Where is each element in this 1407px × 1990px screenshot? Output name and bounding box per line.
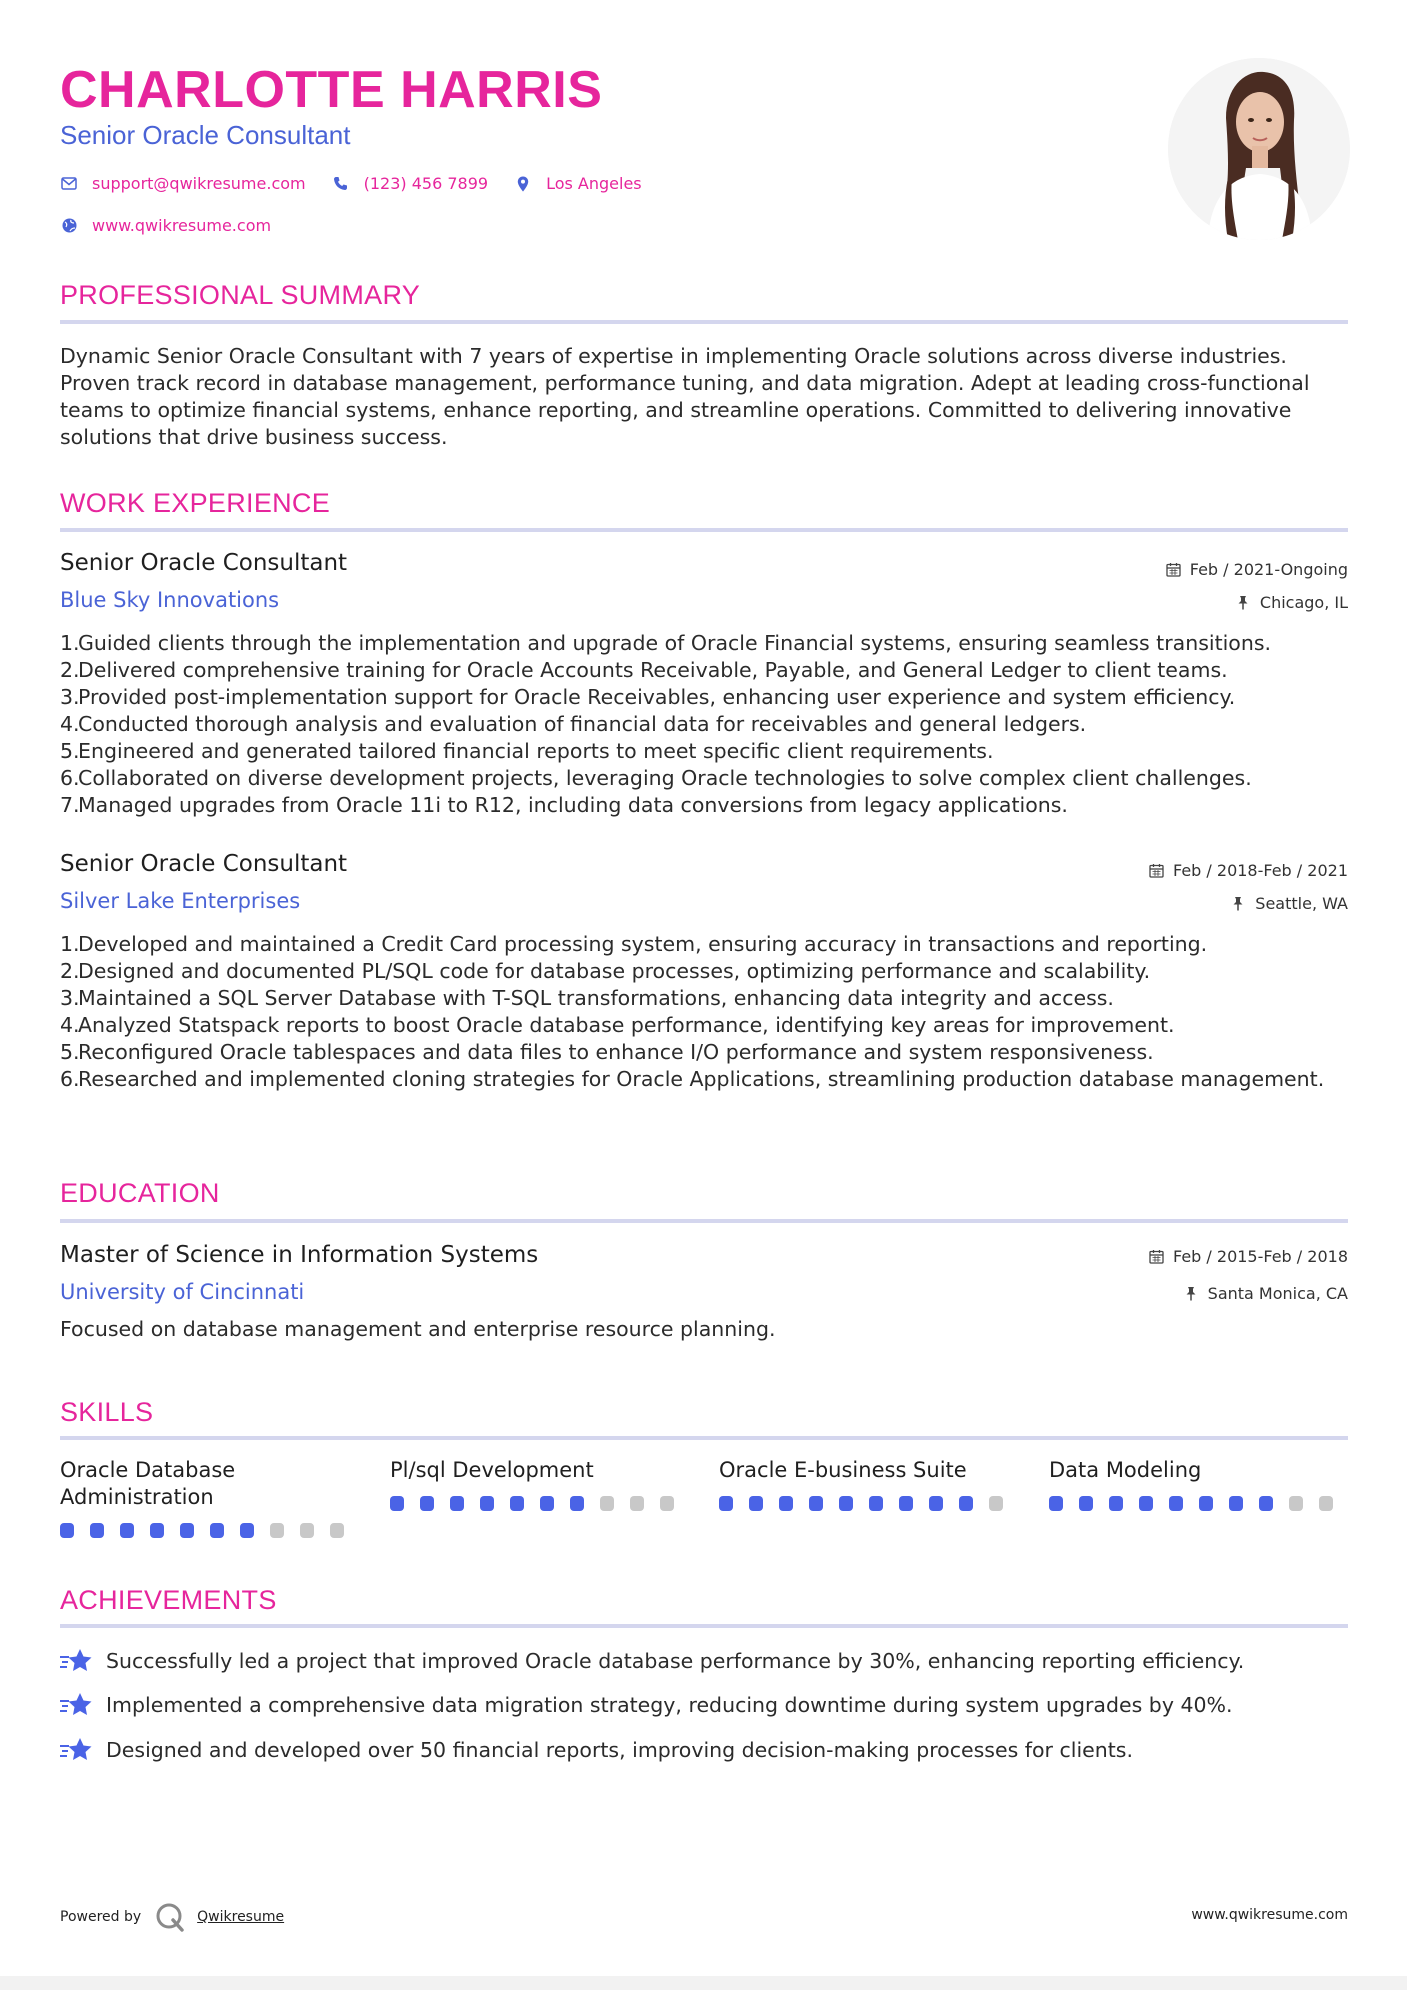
skill-dot-filled: [779, 1496, 793, 1511]
profile-photo: [1168, 58, 1350, 240]
education-dates-text: Feb / 2015-Feb / 2018: [1173, 1247, 1348, 1266]
skills-heading: SKILLS: [60, 1397, 154, 1427]
star-icon: [60, 1691, 93, 1719]
skill-dot-empty: [630, 1496, 644, 1511]
skill-dot-filled: [719, 1496, 733, 1511]
job-bullets: [60, 630, 1350, 819]
summary-text: Dynamic Senior Oracle Consultant with 7 years of expertise in implementing Oracle solutions across diverse industries. Proven track record in database management, performance tuning, and data migration. Adept at leading cross-functional teams to optimize financial systems, enhance reporting, and streamline operations. Committed to delivering innovative solutions that drive business success.: [60, 344, 1310, 449]
job-dates: [1149, 861, 1348, 880]
achievements-heading: ACHIEVEMENTS: [60, 1585, 277, 1615]
candidate-name: CHARLOTTE HARRIS: [60, 61, 603, 119]
website-contact[interactable]: [60, 216, 271, 235]
list-item: 3. Provided post-implementation support for Oracle Receivables, enhancing user experience and system efficiency.: [60, 685, 1236, 709]
email-contact[interactable]: [60, 174, 306, 193]
footer-url[interactable]: www.qwikresume.com: [1191, 1907, 1348, 1923]
skill-dot-filled: [1109, 1496, 1123, 1511]
list-item: 2. Delivered comprehensive training for Oracle Accounts Receivable, Payable, and General Ledger to client teams.: [60, 658, 1228, 682]
skill-rating: [1049, 1496, 1349, 1511]
skill-dot-filled: [540, 1496, 554, 1511]
skill-dot-filled: [1229, 1496, 1243, 1511]
job-dates: [1166, 560, 1348, 579]
job-dates-text: Feb / 2018-Feb / 2021: [1173, 861, 1348, 880]
skill-dot-filled: [959, 1496, 973, 1511]
education-location: [1184, 1284, 1348, 1303]
education-dates: [1149, 1247, 1348, 1266]
job-location-text: Seattle, WA: [1255, 894, 1348, 913]
achievement-text: Designed and developed over 50 financial reports, improving decision-making processes for clients.: [106, 1738, 1133, 1762]
map-pin-icon: [514, 175, 532, 193]
skill-name: Oracle E-business Suite: [719, 1458, 967, 1482]
qwikresume-logo-icon: [155, 1902, 185, 1932]
calendar-icon: [1149, 1249, 1165, 1265]
calendar-icon: [1166, 562, 1182, 578]
job-location-text: Chicago, IL: [1259, 593, 1348, 612]
powered-by-text: Powered by: [60, 1909, 142, 1925]
achievement-item: [60, 1691, 1233, 1719]
education-location-text: Santa Monica, CA: [1207, 1284, 1348, 1303]
skill-dot-filled: [1259, 1496, 1273, 1511]
job-title: Senior Oracle Consultant: [60, 550, 348, 576]
education-heading: EDUCATION: [60, 1178, 220, 1208]
summary-heading: PROFESSIONAL SUMMARY: [60, 280, 421, 310]
skill-rating: [60, 1523, 360, 1538]
list-item: 5. Reconfigured Oracle tablespaces and data files to enhance I/O performance and system responsiveness.: [60, 1040, 1154, 1064]
skill-dot-empty: [1319, 1496, 1333, 1511]
skill-rating: [719, 1496, 1019, 1511]
skill-dot-filled: [60, 1523, 74, 1538]
star-icon: [60, 1647, 93, 1675]
skill-dot-filled: [240, 1523, 254, 1538]
list-item: 4. Analyzed Statspack reports to boost Oracle database performance, identifying key areas for improvement.: [60, 1013, 1175, 1037]
skill-dot-empty: [1289, 1496, 1303, 1511]
company-name: Blue Sky Innovations: [60, 588, 280, 612]
skill-item: [60, 1457, 360, 1538]
skill-dot-filled: [570, 1496, 584, 1511]
pin-icon: [1184, 1286, 1200, 1302]
phone-text[interactable]: (123) 456 7899: [363, 174, 489, 193]
skill-dot-empty: [330, 1523, 344, 1538]
skill-dot-filled: [150, 1523, 164, 1538]
skill-dot-filled: [120, 1523, 134, 1538]
skill-dot-filled: [899, 1496, 913, 1511]
location-text: Los Angeles: [546, 174, 642, 193]
job-title: Senior Oracle Consultant: [60, 851, 348, 877]
list-item: 1. Developed and maintained a Credit Card processing system, ensuring accuracy in transactions and reporting.: [60, 932, 1208, 956]
section-divider: [60, 528, 1348, 532]
website-row: [60, 216, 297, 235]
skill-item: [719, 1457, 1019, 1511]
skill-dot-filled: [749, 1496, 763, 1511]
list-item: 6. Collaborated on diverse development projects, leveraging Oracle technologies to solve complex client challenges.: [60, 766, 1252, 790]
skill-dot-empty: [600, 1496, 614, 1511]
list-item: 1. Guided clients through the implementation and upgrade of Oracle Financial systems, ensuring seamless transitions.: [60, 631, 1272, 655]
skill-dot-filled: [1079, 1496, 1093, 1511]
achievement-text: Implemented a comprehensive data migration strategy, reducing downtime during system upgrades by 40%.: [106, 1693, 1233, 1717]
star-icon: [60, 1736, 93, 1764]
list-item: 7. Managed upgrades from Oracle 11i to R12, including data conversions from legacy applications.: [60, 793, 1068, 817]
job-location: [1236, 593, 1348, 612]
skill-dot-filled: [929, 1496, 943, 1511]
skill-dot-filled: [839, 1496, 853, 1511]
calendar-icon: [1149, 863, 1165, 879]
skill-dot-filled: [1139, 1496, 1153, 1511]
list-item: 2. Designed and documented PL/SQL code for database processes, optimizing performance and scalability.: [60, 959, 1151, 983]
skill-dot-filled: [210, 1523, 224, 1538]
skill-dot-empty: [300, 1523, 314, 1538]
phone-contact[interactable]: [332, 174, 488, 193]
experience-heading: WORK EXPERIENCE: [60, 488, 331, 518]
pin-icon: [1231, 896, 1247, 912]
section-divider: [60, 1436, 1348, 1440]
list-item: 6. Researched and implemented cloning strategies for Oracle Applications, streamlining production database management.: [60, 1067, 1325, 1091]
skill-dot-empty: [989, 1496, 1003, 1511]
skill-dot-filled: [809, 1496, 823, 1511]
phone-icon: [332, 175, 350, 193]
contact-row: [60, 174, 668, 193]
skill-dot-filled: [1049, 1496, 1063, 1511]
skill-rating: [390, 1496, 690, 1511]
skill-dot-filled: [869, 1496, 883, 1511]
section-divider: [60, 320, 1348, 324]
achievement-item: [60, 1736, 1133, 1764]
skill-dot-filled: [480, 1496, 494, 1511]
page-bottom-edge: [0, 1976, 1407, 1990]
skill-name: Pl/sql Development: [390, 1458, 594, 1482]
degree-title: Master of Science in Information Systems: [60, 1242, 539, 1268]
skill-dot-filled: [1199, 1496, 1213, 1511]
job-dates-text: Feb / 2021-Ongoing: [1189, 560, 1348, 579]
job-bullets: [60, 931, 1350, 1093]
candidate-title: Senior Oracle Consultant: [60, 120, 351, 150]
skill-dot-filled: [180, 1523, 194, 1538]
list-item: 4. Conducted thorough analysis and evaluation of financial data for receivables and general ledgers.: [60, 712, 1087, 736]
company-name: Silver Lake Enterprises: [60, 889, 301, 913]
skill-item: [390, 1457, 690, 1511]
brand-link[interactable]: Qwikresume: [197, 1909, 285, 1925]
section-divider: [60, 1219, 1348, 1223]
skill-dot-empty: [660, 1496, 674, 1511]
envelope-icon: [60, 175, 78, 193]
email-text[interactable]: support@qwikresume.com: [92, 174, 306, 193]
skill-dot-filled: [90, 1523, 104, 1538]
footer-powered-by: [60, 1902, 284, 1932]
skill-dot-filled: [390, 1496, 404, 1511]
list-item: 5. Engineered and generated tailored financial reports to meet specific client requirements.: [60, 739, 994, 763]
education-description: Focused on database management and enterprise resource planning.: [60, 1317, 776, 1341]
skill-dot-filled: [510, 1496, 524, 1511]
skill-dot-filled: [420, 1496, 434, 1511]
job-location: [1231, 894, 1348, 913]
skill-dot-filled: [1169, 1496, 1183, 1511]
skill-dot-empty: [270, 1523, 284, 1538]
website-text[interactable]: www.qwikresume.com: [92, 216, 272, 235]
pin-icon: [1236, 595, 1252, 611]
school-name: University of Cincinnati: [60, 1280, 305, 1304]
globe-icon: [60, 217, 78, 235]
list-item: 3. Maintained a SQL Server Database with T-SQL transformations, enhancing data integrity and access.: [60, 986, 1114, 1010]
skill-item: [1049, 1457, 1349, 1511]
achievement-text: Successfully led a project that improved Oracle database performance by 30%, enhancing reporting efficiency.: [106, 1649, 1245, 1673]
skill-dot-filled: [450, 1496, 464, 1511]
skill-name: Oracle Database Administration: [60, 1458, 236, 1509]
section-divider: [60, 1624, 1348, 1628]
location-contact: [514, 174, 642, 193]
achievement-item: [60, 1647, 1244, 1675]
skill-name: Data Modeling: [1049, 1458, 1202, 1482]
